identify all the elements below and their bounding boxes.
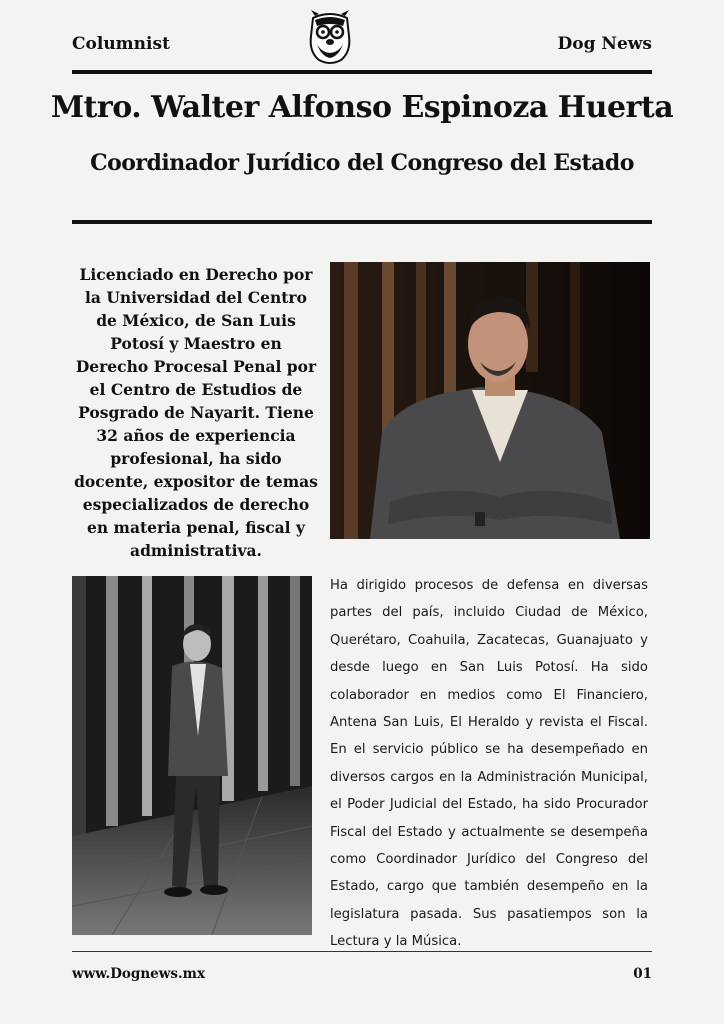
bio-detail-paragraph: Ha dirigido procesos de defensa en diversas partes del país, incluido Ciudad de México, Querétaro, Coahuila, Zacatecas, Guanajuato y desde luego en San Luis Potosí. Ha sido colaborador en medios como El Financiero, Antena San Luis, El Heraldo y revista el Fiscal. En el servicio público se ha desempeñado en diversos cargos en la Administración Municipal, el Poder Judicial del Estado, ha sido Procurador Fiscal del Estado y actualmente se desempeña como Coordinador Jurídico del Congreso del Estado, cargo que también desempeño en la legislatura pasada. Sus pasatiempos son la Lectura y la Música. — [330, 578, 648, 950]
footer-divider — [72, 951, 652, 952]
page-number: 01 — [633, 966, 652, 982]
title-divider — [72, 220, 652, 224]
header-dog-news-label: Dog News — [557, 34, 652, 54]
header-divider — [72, 70, 652, 74]
portrait-photo-arms-crossed — [330, 262, 650, 539]
page-subtitle: Coordinador Jurídico del Congreso del Estado — [90, 150, 634, 176]
page-title: Mtro. Walter Alfonso Espinoza Huerta — [50, 90, 674, 125]
full-body-photo-standing — [72, 576, 312, 935]
website-link[interactable]: www.Dognews.mx — [72, 966, 206, 982]
header-columnist-label: Columnist — [72, 34, 170, 54]
bio-intro-paragraph: Licenciado en Derecho por la Universidad del Centro de México, de San Luis Potosí y Maestro en Derecho Procesal Penal por el Centro de Estudios de Posgrado de Nayarit. Tiene 32 años de experiencia profesional, ha sido docente, expositor de temas especializados de derecho en materia penal, fiscal y administrativa. — [74, 265, 318, 560]
schnauzer-dog-logo-icon — [305, 8, 355, 66]
